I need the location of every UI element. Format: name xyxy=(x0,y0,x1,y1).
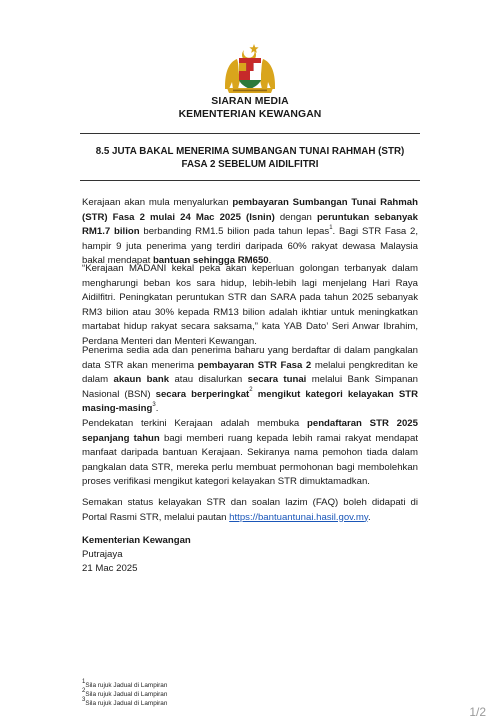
paragraph-5: Semakan status kelayakan STR dan soalan lazim (FAQ) boleh didapati di Portal Rasmi STR, melalui pautan https://bantuantunai.hasil.gov.my. xyxy=(82,497,418,523)
paragraph-4: Pendekatan terkini Kerajaan adalah membuka pendaftaran STR 2025 sepanjang tahun bagi memberi ruang kepada lebih ramai rakyat mendapat manfaat daripada bantuan Kerajaan. Sekiranya nama pemohon tiada dalam pangkalan data STR, mereka perlu membuat permohonan bagi membolehkan proses verifikasi mengikut kategori kelayakan STR dimuktamadkan. xyxy=(82,418,418,487)
footnote-ref-1: 1 xyxy=(329,224,333,231)
footnote-1: $^1$Sila rujuk Jadual di Lampiran xyxy=(82,678,168,689)
malaysia-coat-of-arms-icon xyxy=(221,42,279,94)
header-line-2: KEMENTERIAN KEWANGAN xyxy=(178,109,322,120)
paragraph-2-quote: “Kerajaan MADANI kekal peka akan keperluan golongan terbanyak dalam mengharungi beban kos sara hidup, lebih-lebih lagi menjelang Hari Raya Aidilfitri. Peningkatan peruntukan STR dan SARA pada tahun 2025 sebanyak RM3 bilion atau 30% kepada RM13 bilion adalah ikhtiar untuk meningkatkan martabat hidup rakyat secara saksama,” kata YAB Dato’ Seri Anwar Ibrahim, Perdana Menteri dan Menteri Kewangan. xyxy=(82,263,418,347)
paragraph-1: Kerajaan akan mula menyalurkan pembayaran Sumbangan Tunai Rahmah (STR) Fasa 2 mulai 24 Mac 2025 (Isnin) dengan peruntukan sebanyak RM1.7 bilion berbanding RM1.5 bilion pada tahun lepas$^1$. Bagi STR Fasa 2, hampir 9 juta penerima yang terdiri daripada 60% rakyat dewasa Malaysia bakal mendapat bantuan sehingga RM650. xyxy=(82,197,418,266)
title-line-2: FASA 2 SEBELUM AIDILFITRI xyxy=(181,159,319,170)
signoff-organization: Kementerian Kewangan xyxy=(82,535,191,546)
footnote-3: $^3$Sila rujuk Jadual di Lampiran xyxy=(82,696,168,707)
title-line-1: 8.5 JUTA BAKAL MENERIMA SUMBANGAN TUNAI RAHMAH (STR) xyxy=(95,146,405,157)
footnote-ref-3: 3 xyxy=(152,401,156,408)
footnote-ref-2: 2 xyxy=(249,387,253,394)
title-top-divider xyxy=(80,133,420,134)
footnote-2: $^2$Sila rujuk Jadual di Lampiran xyxy=(82,687,168,698)
page-indicator: 1/2 xyxy=(469,705,486,719)
header-line-1: SIARAN MEDIA xyxy=(211,96,289,107)
signoff-date: 21 Mac 2025 xyxy=(82,563,138,574)
paragraph-3: Penerima sedia ada dan penerima baharu yang berdaftar di dalam pangkalan data STR akan menerima pembayaran STR Fasa 2 melalui pengkreditan ke dalam akaun bank atau disalurkan secara tunai melalui Bank Simpanan Nasional (BSN) secara berperingkat$^2$ mengikut kategori kelayakan STR masing-masing$^3$. xyxy=(82,345,419,414)
title-bottom-divider xyxy=(80,180,420,181)
signoff-place: Putrajaya xyxy=(82,549,123,560)
str-portal-link[interactable]: https://bantuantunai.hasil.gov.my xyxy=(229,511,369,523)
